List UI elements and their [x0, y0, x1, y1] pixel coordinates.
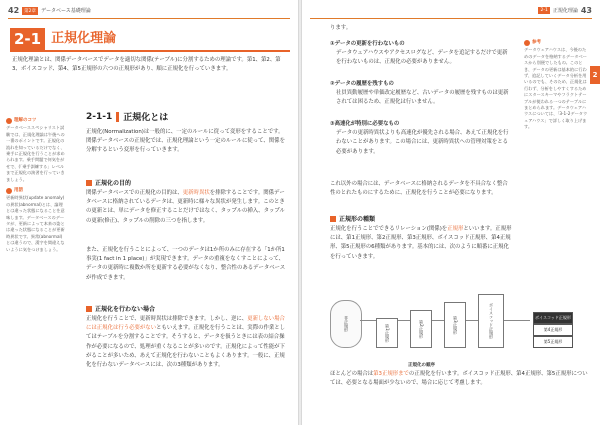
step-3nf: 第3正規形	[444, 302, 466, 348]
heading-not-normalizing-text: 正規化を行わない場合	[95, 306, 156, 313]
highlight-normal-form: 正規形	[447, 226, 464, 232]
highlight-update-anomaly: 更新時異状	[182, 190, 210, 196]
item-2-title: ②データの履歴を残すもの	[330, 81, 394, 87]
item-2-text: 社員異動履歴や単価改定履歴など、古いデータの履歴を残すものは更新されては困るため、正規化は行いません。	[336, 90, 509, 106]
item-3-text: データの更新時異状よりも高速化が優先される場合、あえて正規化を行わないことがあります。この場合には、更新時異状への管理対策をとる必要があります。	[336, 130, 509, 155]
term-text: 更新時異状(update anomaly)の異状(abnormal)とは、論理とは違った状態になることを意味します。データベースのデータが、更新によって本来の姿とは違った状態になることが更新時異状です。異常(abnormal)とは違うので、漢字を間違えないように気をつけましょう。	[6, 195, 65, 252]
running-title: 正規化理論	[552, 8, 578, 14]
highlight-no-update: 更新しない場合には正規化は行う必要がない	[86, 316, 285, 332]
step-1nf: 第1正規形	[376, 318, 398, 348]
right-page	[302, 0, 600, 425]
subsection-intro: 正規化(Normalization)は一般的に、一定のルールに従って変形をすることです。関係データベースの正規化では、正規化理論という一定のルールに従って、関係を分解するという変形を行っていきます。	[86, 129, 285, 154]
item-3	[330, 120, 512, 157]
reference-text: データウェアハウスは、今後のためのデータを格納するデータベースから別便でしたもの。このとき、データの更新は基本的に行わず、追記していくデータ分析を用いるのでも、そのため、正規化は行わず、分析をしやすくするためにスタースキーマやフラクトテーブルが使われる一つのテーブルにまとめられます。データウェアハウスについては、「3-1-2データウェアハウス」で詳しく取り上げます。	[524, 47, 588, 130]
highlight-third-nf: 第3正規形まで	[373, 371, 409, 377]
unnormalized-form: 非正規形	[330, 300, 362, 348]
stack-4nf: 第4正規形	[533, 324, 573, 336]
purpose-paragraph-2: また、正規化を行うことによって、一つのデータは1か所のみに存在する「1か所1事実(1 fact in 1 place)」が実現できます。データの重複をなくすことによって、データの更新時に複数か所を更新する必要がなくなり、整合性のあるデータベースが作成できます。	[86, 247, 286, 281]
left-header	[8, 6, 91, 15]
chapter-tab: 2	[590, 66, 600, 84]
item-1-title: ①データの更新を行わないもの	[330, 41, 405, 47]
right-page-number: 43	[580, 6, 592, 15]
not-normalizing-paragraph: 正規化を行うことで、更新時異状は排除できます。しかし、逆に、更新しない場合には正規化は行う必要がないともいえます。正規化を行うことは、実際の作業としてはテーブルを分割することです。そうすると、データを扱うときには表の結合操作が必要になるので、処理が重くなることが多いのです。正規化によって性能が下がることが多いため、あえて正規化を行わないこともよくあります。一般に、正規化を行わないデータベースには、次の3種類があります。	[86, 316, 286, 369]
item-1-text: データウェアハウスやアクセスログなど、データを追記するだけで更新を行わないものは、正規化の必要がありません。	[336, 50, 508, 66]
heading-marker	[86, 306, 92, 312]
continued-line: ります。	[330, 25, 352, 31]
sidebar-note-reference	[524, 40, 588, 131]
conclusion-paragraph: これ以外の場合には、データベースに格納されるデータを不具合なく整合性のとれたものにするために、正規化を行うことが必要になります。	[330, 181, 508, 197]
step-bcnf: ボイスコッド正規形	[478, 294, 504, 348]
normal-forms-paragraph: 正規化を行うことでできるリレーション(関係)を正規形といいます。正規形には、第1正規形、第2正規形、第3正規形、ボイスコッド正規形、第4正規形、第5正規形の6種類があります。基本的には、次のように順番に正規化を行っていきます。	[330, 226, 512, 260]
heading-purpose	[86, 178, 131, 187]
heading-normal-forms	[330, 214, 375, 223]
sidebar-note-term	[6, 188, 66, 253]
higher-nf-stack	[533, 312, 573, 348]
section-intro: 正規化理論とは、関係データベースでデータを適切な関係(テーブル)に分割するための理論です。第1、第2、第3、ボイスコッド、第4、第5正規形の六つの正規形があり、順に正規化を行っていきます。	[12, 57, 281, 73]
stack-5nf: 第5正規形	[533, 336, 573, 348]
diagram-caption: 正規化の順序	[408, 363, 435, 368]
section-box: 2-1	[540, 8, 548, 13]
heading-marker	[86, 180, 92, 186]
right-header	[538, 6, 592, 15]
bottom-paragraph: ほとんどの場合は第3正規形までの正規化を行います。ボイスコッド正規形、第4正規形、第5正規形については、必要となる場面が少ないので、場合に応じて考慮します。	[330, 371, 588, 387]
header-rule	[8, 18, 290, 19]
subsection-title: 正規化とは	[123, 113, 169, 123]
subsection-heading	[86, 110, 168, 123]
item-3-title: ③高速化が特別に必要なもの	[330, 121, 400, 127]
tips-text: データベーススペシャリスト試験では、正規化理論は午後への一番のポイントです。正規化の流れを知っているだけでなく、乗手に正規化を行うことが求められます。乗手問題で何気をがせで、(「乗手訓練する」レベルまで正規化の演習を行っていきましょう。	[6, 125, 65, 182]
subsection-number: 2-1-1	[86, 111, 113, 122]
tips-icon	[6, 118, 12, 124]
subsection-marker	[116, 112, 119, 122]
term-title: 用語	[14, 188, 23, 193]
item-1	[330, 40, 512, 68]
heading-marker	[330, 216, 336, 222]
sidebar-note-tips	[6, 118, 66, 183]
reference-title: 参考	[532, 40, 541, 45]
heading-not-normalizing	[86, 304, 155, 313]
header-rule	[310, 18, 592, 19]
purpose-paragraph: 関係データベースでの正規化の目的は、更新時異状を排除することです。関係データベースに格納されているデータは、更新時に様々な異状が発生します。このときの更新とは、単にデータを修正することだけではなく、タップルの挿入、タップルの更新(修正)、タップルの削除の三つを指します。	[86, 190, 285, 224]
section-title: 正規化理論	[51, 31, 117, 46]
section-heading	[10, 28, 290, 52]
reference-icon	[524, 40, 530, 46]
chapter-label: 第2章	[24, 8, 37, 14]
stack-bcnf: ボイスコッド正規形	[533, 312, 573, 324]
term-icon	[6, 188, 12, 194]
left-page	[0, 0, 298, 425]
heading-normal-forms-text: 正規形の種類	[339, 216, 376, 223]
heading-purpose-text: 正規化の目的	[95, 180, 132, 187]
tips-title: 理解のコツ	[14, 118, 37, 123]
chapter-title: データベース基礎理論	[41, 8, 91, 14]
normalization-order-diagram	[330, 288, 580, 358]
item-2	[330, 80, 512, 108]
left-page-number: 42	[8, 6, 20, 15]
step-2nf: 第2正規形	[410, 310, 432, 348]
section-number: 2-1	[10, 28, 45, 50]
